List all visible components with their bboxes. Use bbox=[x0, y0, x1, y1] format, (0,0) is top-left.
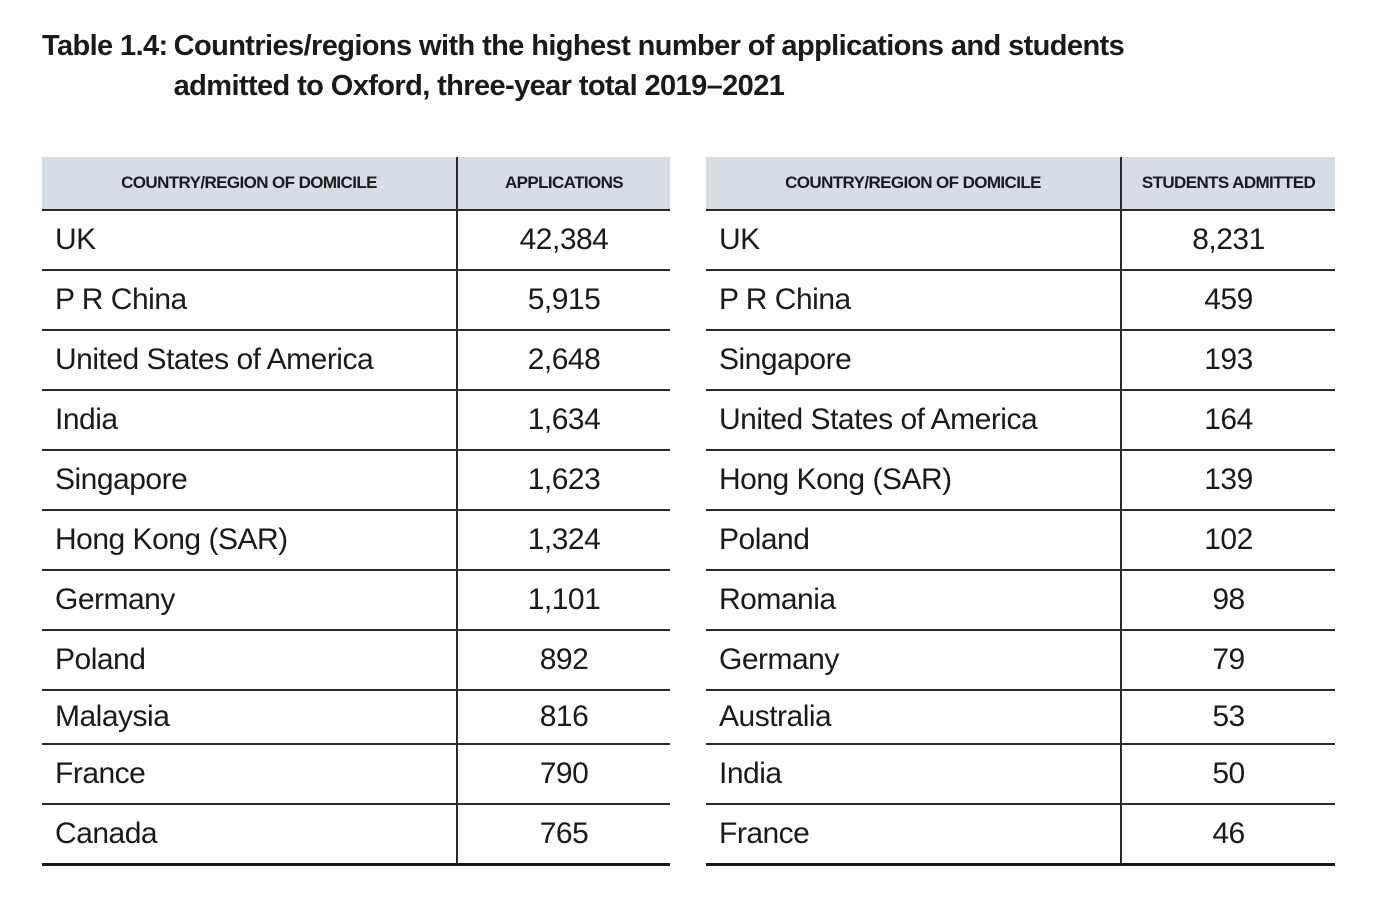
country-cell: India bbox=[42, 390, 457, 450]
table-row bbox=[706, 210, 1335, 270]
country-cell: UK bbox=[706, 210, 1121, 270]
table-row bbox=[42, 330, 670, 390]
table-row bbox=[42, 390, 670, 450]
country-cell: Hong Kong (SAR) bbox=[42, 510, 457, 570]
admitted-cell: 98 bbox=[1121, 570, 1335, 630]
applications-cell: 2,648 bbox=[457, 330, 670, 390]
table-row bbox=[706, 690, 1335, 744]
table-row bbox=[706, 804, 1335, 865]
country-cell: Poland bbox=[706, 510, 1121, 570]
applications-cell: 1,101 bbox=[457, 570, 670, 630]
admitted-cell: 193 bbox=[1121, 330, 1335, 390]
table-row bbox=[42, 744, 670, 804]
table-caption: Countries/regions with the highest number of applications and students admitted to Oxford, three-year total 2019–2021 bbox=[173, 30, 1125, 102]
table-row bbox=[706, 510, 1335, 570]
admitted-cell: 164 bbox=[1121, 390, 1335, 450]
students-admitted-table bbox=[706, 157, 1335, 866]
table-row bbox=[42, 510, 670, 570]
admitted-cell: 139 bbox=[1121, 450, 1335, 510]
table-row bbox=[706, 450, 1335, 510]
country-cell: Hong Kong (SAR) bbox=[706, 450, 1121, 510]
table-row bbox=[42, 690, 670, 744]
table-row bbox=[706, 270, 1335, 330]
country-cell: Poland bbox=[42, 630, 457, 690]
column-header-students-admitted: STUDENTS ADMITTED bbox=[1121, 157, 1335, 210]
table-row bbox=[706, 330, 1335, 390]
table-row bbox=[42, 630, 670, 690]
admitted-cell: 53 bbox=[1121, 690, 1335, 744]
table-row bbox=[706, 744, 1335, 804]
table-row bbox=[706, 630, 1335, 690]
table-row bbox=[42, 210, 670, 270]
country-cell: Malaysia bbox=[42, 690, 457, 744]
column-header-country: COUNTRY/REGION OF DOMICILE bbox=[42, 157, 457, 210]
applications-cell: 1,634 bbox=[457, 390, 670, 450]
country-cell: Singapore bbox=[42, 450, 457, 510]
country-cell: United States of America bbox=[42, 330, 457, 390]
admitted-cell: 46 bbox=[1121, 804, 1335, 865]
applications-cell: 765 bbox=[457, 804, 670, 865]
applications-cell: 1,623 bbox=[457, 450, 670, 510]
table-row bbox=[706, 570, 1335, 630]
country-cell: Singapore bbox=[706, 330, 1121, 390]
table-title bbox=[42, 26, 1162, 106]
country-cell: United States of America bbox=[706, 390, 1121, 450]
table-row bbox=[42, 270, 670, 330]
header-row bbox=[706, 157, 1335, 210]
applications-table bbox=[42, 157, 670, 866]
admitted-cell: 102 bbox=[1121, 510, 1335, 570]
country-cell: France bbox=[706, 804, 1121, 865]
header-row bbox=[42, 157, 670, 210]
column-header-applications: APPLICATIONS bbox=[457, 157, 670, 210]
admitted-cell: 50 bbox=[1121, 744, 1335, 804]
admitted-cell: 459 bbox=[1121, 270, 1335, 330]
country-cell: Canada bbox=[42, 804, 457, 865]
table-row bbox=[42, 570, 670, 630]
country-cell: India bbox=[706, 744, 1121, 804]
applications-cell: 5,915 bbox=[457, 270, 670, 330]
table-row bbox=[706, 390, 1335, 450]
column-header-country: COUNTRY/REGION OF DOMICILE bbox=[706, 157, 1121, 210]
table-number: Table 1.4: bbox=[42, 30, 168, 62]
country-cell: P R China bbox=[42, 270, 457, 330]
admitted-cell: 8,231 bbox=[1121, 210, 1335, 270]
applications-cell: 790 bbox=[457, 744, 670, 804]
country-cell: Romania bbox=[706, 570, 1121, 630]
country-cell: Germany bbox=[42, 570, 457, 630]
table-row bbox=[42, 450, 670, 510]
table-row bbox=[42, 804, 670, 865]
applications-cell: 816 bbox=[457, 690, 670, 744]
country-cell: Australia bbox=[706, 690, 1121, 744]
applications-cell: 892 bbox=[457, 630, 670, 690]
applications-cell: 42,384 bbox=[457, 210, 670, 270]
country-cell: P R China bbox=[706, 270, 1121, 330]
country-cell: France bbox=[42, 744, 457, 804]
applications-cell: 1,324 bbox=[457, 510, 670, 570]
country-cell: Germany bbox=[706, 630, 1121, 690]
admitted-cell: 79 bbox=[1121, 630, 1335, 690]
country-cell: UK bbox=[42, 210, 457, 270]
